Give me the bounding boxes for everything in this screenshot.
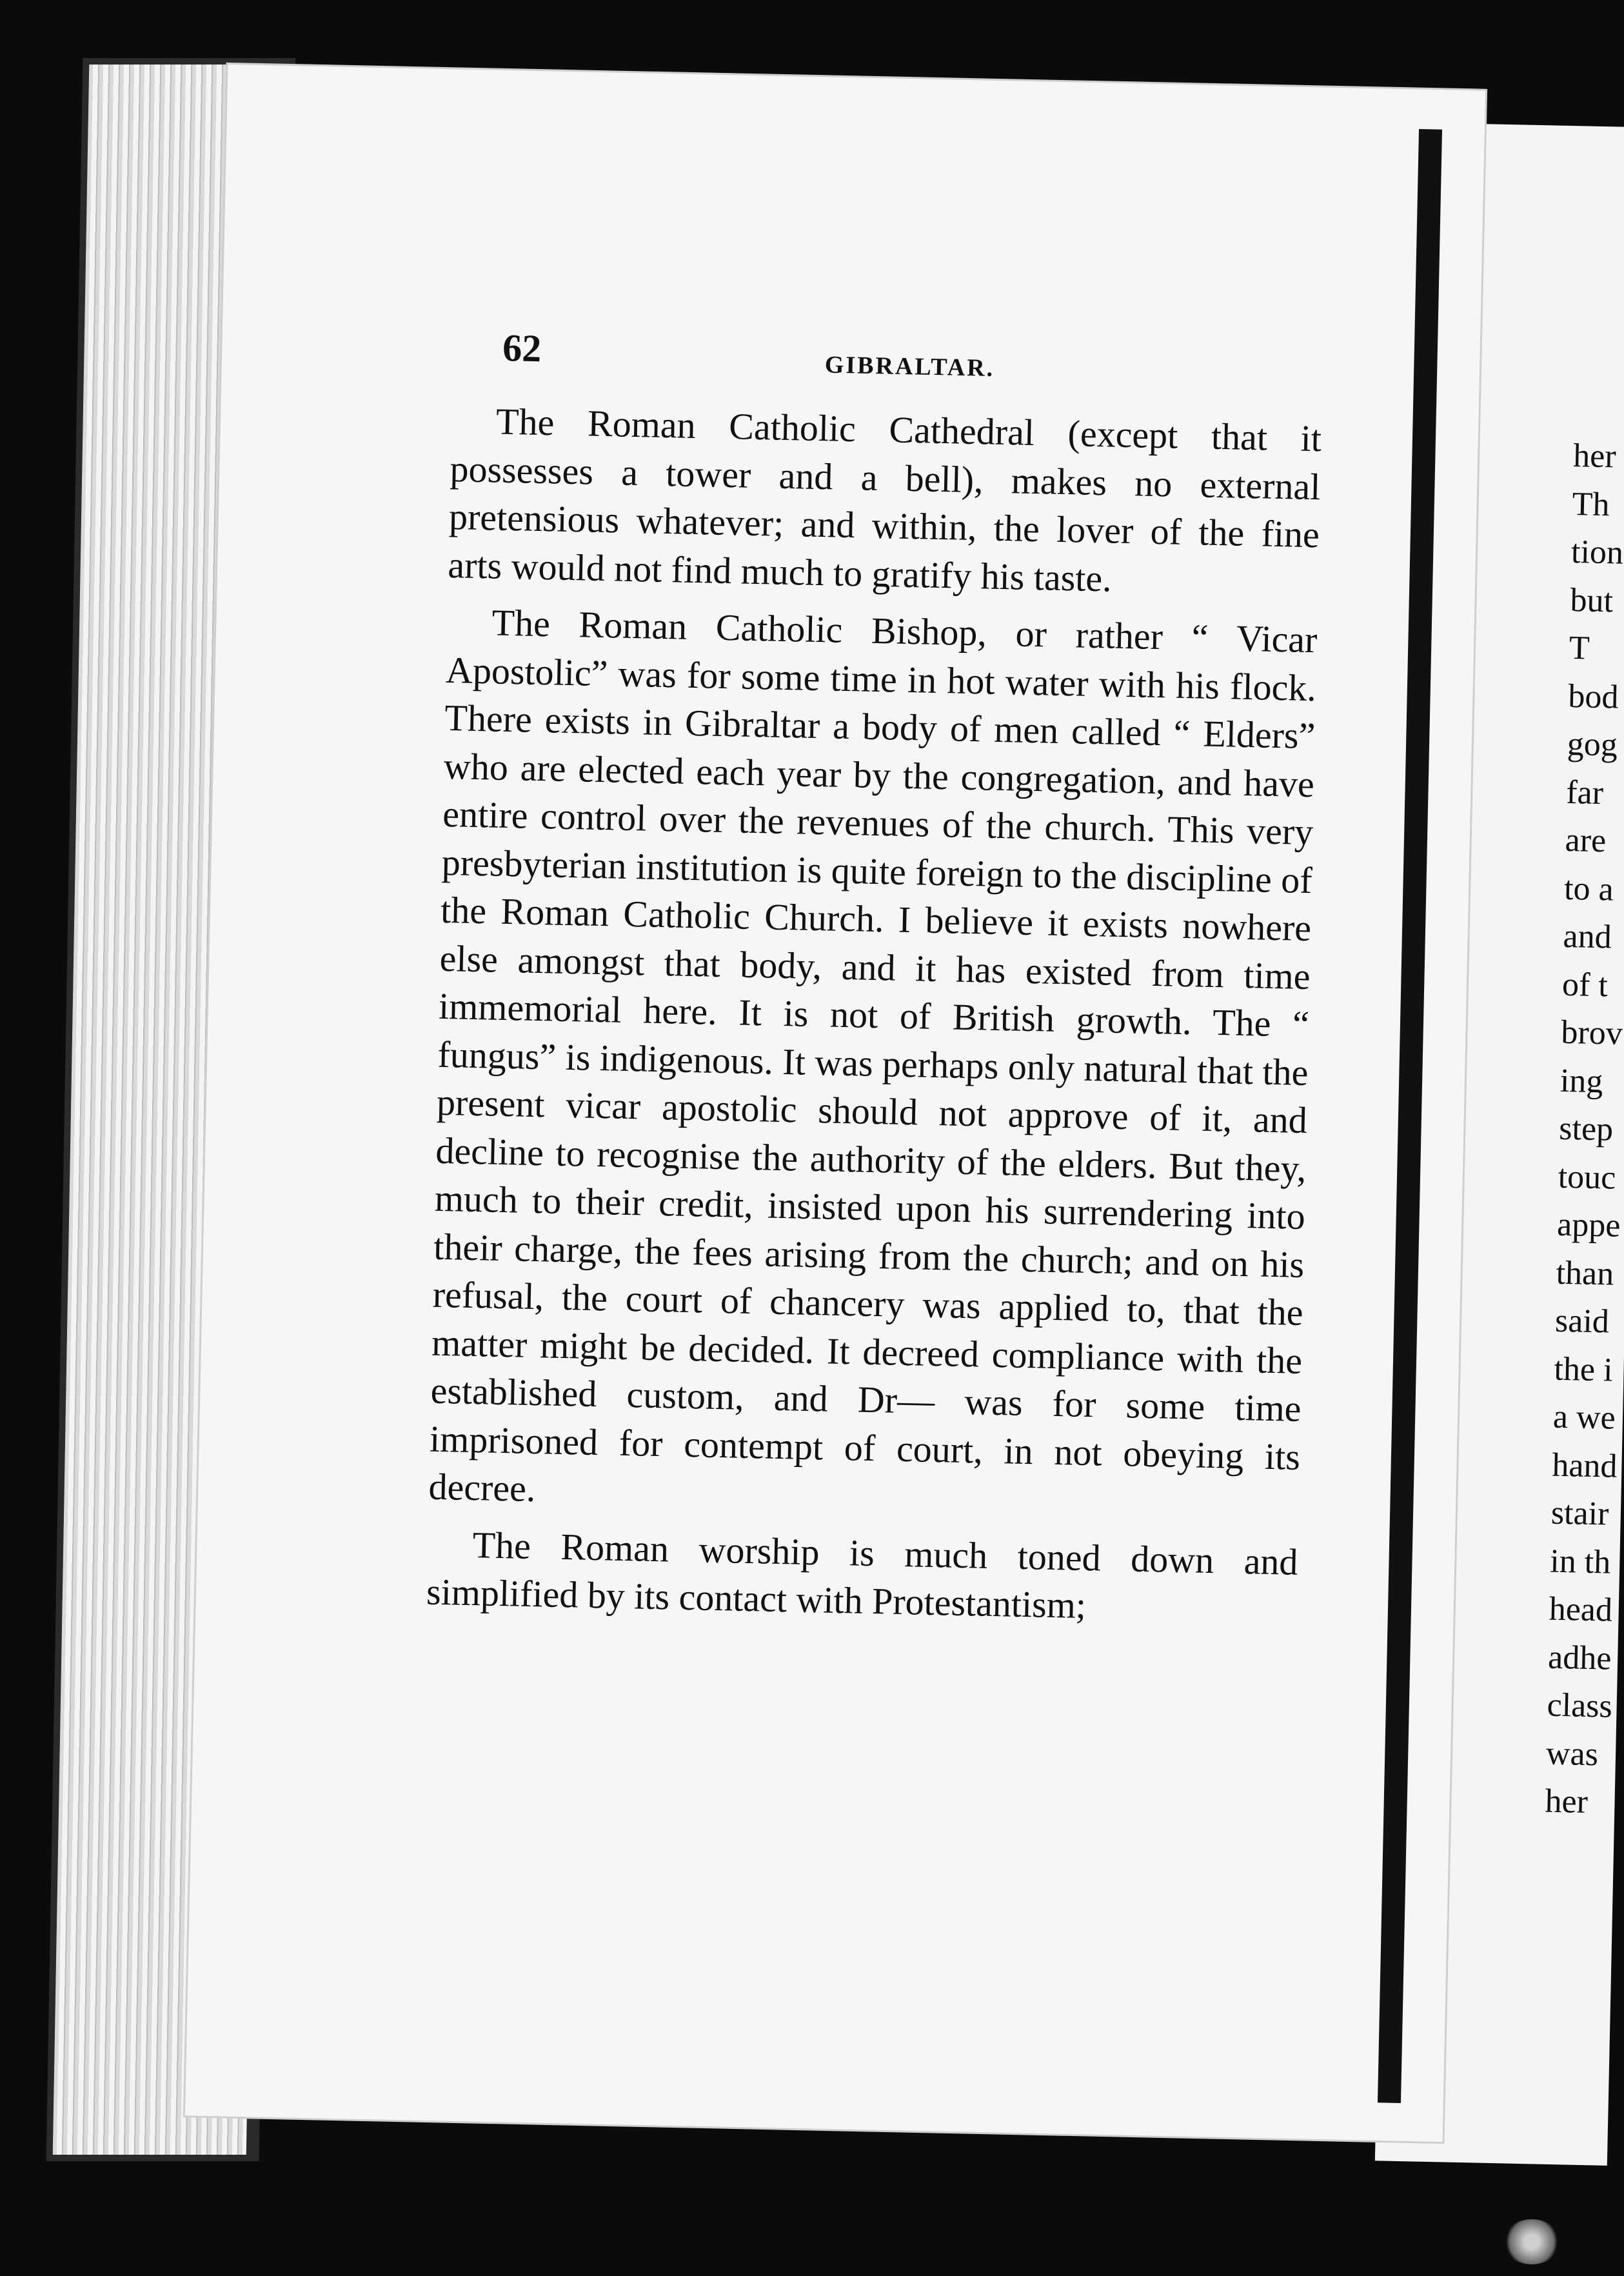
paragraph-3: The Roman worship is much toned down and simplified by its contact with Protestantism; <box>426 1523 1299 1627</box>
facing-page-line: brov <box>1560 1013 1623 1052</box>
scan-artifact <box>1503 2219 1561 2264</box>
paragraph-2: The Roman Catholic Bishop, or rather “ Vicar Apostolic” was for some time in hot water with his flock. There exists in Gibraltar a body of men called “ Elders” who are elected each year by the congregation, and have entire control over the revenues of the church. This very presbyterian institution is quite foreign to the discipline of the Roman Catholic Church. I believe it exists nowhere else amongst that body, and it has existed from time immemorial here. It is not of British growth. The “ fungus” is indigenous. It was perhaps only natural that the present vicar apostolic should not approve of it, and decline to recognise the authority of the elders. But they, much to their credit, insisted upon his surrendering into their charge, the fees arising from the church; and on his refusal, the court of chancery was applied to, that the matter might be decided. It decreed compliance with the established custom, and Dr— was for some time imprisoned for contempt of court, in not obeying its decree. <box>428 601 1318 1510</box>
facing-page-line: than <box>1556 1254 1614 1293</box>
facing-page-line: class <box>1547 1686 1613 1725</box>
facing-page-line: adhe <box>1547 1639 1612 1677</box>
facing-page-line: T <box>1569 629 1590 667</box>
paragraph-1: The Roman Catholic Cathedral (except that it possesses a tower and a bell), makes no external pretensious whatever; and within, the lover of the fine arts would not find much to gratify his taste. <box>447 400 1322 599</box>
body-text <box>426 397 1322 1643</box>
facing-page-line: step <box>1558 1110 1614 1148</box>
facing-page-line: bod <box>1567 677 1619 716</box>
facing-page-line: far <box>1565 774 1604 812</box>
facing-page-line: said <box>1554 1302 1610 1341</box>
facing-page-line: tion <box>1570 533 1624 572</box>
facing-page-line: hand <box>1551 1446 1618 1485</box>
facing-page-line: in th <box>1549 1542 1611 1581</box>
facing-page-line: but <box>1569 581 1614 619</box>
facing-page-line: gog <box>1567 725 1618 764</box>
page-number: 62 <box>502 326 542 370</box>
facing-page-line: a we <box>1552 1398 1616 1437</box>
facing-page-line: of t <box>1561 966 1609 1004</box>
facing-page-line: her <box>1544 1782 1589 1821</box>
facing-page-line: head <box>1549 1590 1613 1629</box>
facing-page-line: the i <box>1553 1350 1614 1389</box>
facing-page-line: was <box>1545 1735 1599 1773</box>
facing-page-line: Th <box>1572 485 1610 523</box>
facing-page-line: are <box>1565 821 1607 860</box>
facing-page-line: ing <box>1560 1062 1603 1100</box>
facing-page-line: and <box>1563 917 1612 956</box>
facing-page-line: touc <box>1558 1158 1616 1197</box>
running-head: GIBRALTAR. <box>824 351 995 382</box>
facing-page-line: appe <box>1556 1206 1621 1244</box>
facing-page-line: stair <box>1550 1494 1610 1533</box>
facing-page-line: to a <box>1563 870 1614 908</box>
facing-page-line: her <box>1572 437 1617 475</box>
